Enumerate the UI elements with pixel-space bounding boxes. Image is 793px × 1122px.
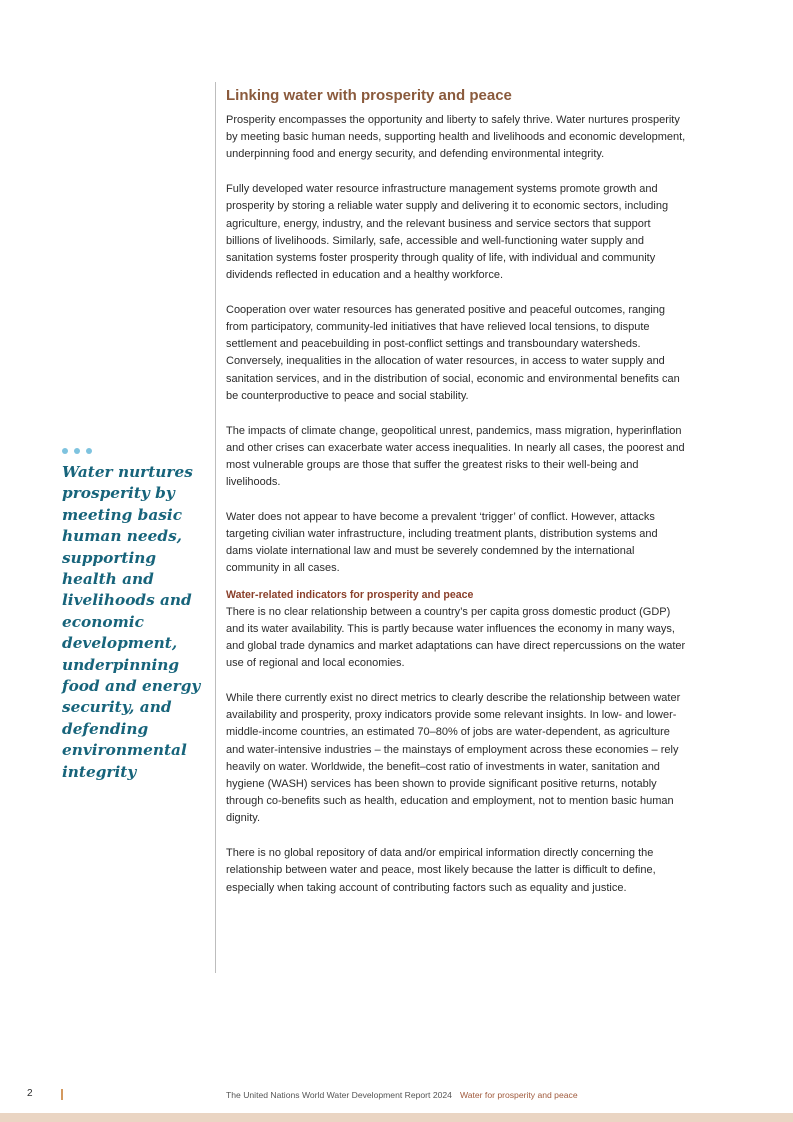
pull-quote: [62, 448, 204, 783]
bottom-band: [0, 1113, 793, 1122]
pull-quote-text: Water nurtures prosperity by meeting basic human needs, supporting health and livelihoods and economic development, underpinning food and energy security, and defending environmental integrity: [62, 463, 201, 781]
body-paragraph: There is no global repository of data and/or empirical information directly concerning the relationship between water and peace, most likely because the latter is difficult to define, especially when taking account of contributing factors such as equality and justice.: [226, 847, 656, 894]
dot-icon: [62, 448, 68, 454]
body-paragraph: Water does not appear to have become a prevalent ‘trigger’ of conflict. However, attacks targeting civilian water infrastructure, including treatment plants, distribution systems and dams violate international law and must be severely condemned by the international community in all cases.: [226, 510, 658, 575]
dot-icon: [74, 448, 80, 454]
body-paragraph: The impacts of climate change, geopolitical unrest, pandemics, mass migration, hyperinflation and other crises can exacerbate water access inequalities. In nearly all cases, the poorest and most vulnerable groups are those that suffer the greatest risks to their well-being and livelihoods.: [226, 424, 685, 489]
page-number: 2: [27, 1088, 33, 1099]
dot-icon: [86, 448, 92, 454]
body-paragraph: While there currently exist no direct metrics to clearly describe the relationship between water availability and prosperity, proxy indicators provide some relevant insights. In low- and lower-middle-income countries, an estimated 70–80% of jobs are water-dependent, as agriculture and water-intensive industries – the mainstays of employment across these economies – rely heavily on water. Worldwide, the benefit–cost ratio of investments in water, sanitation and hygiene (WASH) services has been shown to provide significant positive returns, notably through co-benefits such as health, education and employment, not to mention basic human dignity.: [226, 691, 681, 825]
main-column: [226, 86, 686, 914]
body-paragraph: There is no clear relationship between a country’s per capita gross domestic product (GDP) and its water availability. This is partly because water influences the economy in many ways, and global trade dynamics and market adaptations can have direct repercussions on the water use of regional and local economies.: [226, 605, 686, 670]
ellipsis-dots-icon: [62, 448, 204, 454]
body-paragraph: Prosperity encompasses the opportunity and liberty to safely thrive. Water nurtures prosperity by meeting basic human needs, supporting health and livelihoods and economic development, underpinning food and energy security, and defending environmental integrity.: [226, 114, 686, 161]
subheading: Water-related indicators for prosperity and peace: [226, 588, 474, 601]
section-title: Linking water with prosperity and peace: [226, 87, 512, 104]
body-paragraph: Fully developed water resource infrastructure management systems promote growth and prosperity by storing a reliable water supply and delivering it to economic sectors, including agriculture, energy, industry, and the relevant business and service sectors that support billions of livelihoods. Similarly, safe, accessible and well-functioning water supply and sanitation systems foster prosperity through quality of life, with individual and community dividends reflected in education and a healthy workforce.: [226, 183, 669, 282]
report-title: The United Nations World Water Development Report 2024: [226, 1090, 452, 1100]
column-divider: [215, 82, 216, 973]
footer-accent-bar: [61, 1089, 63, 1100]
body-paragraph: Cooperation over water resources has generated positive and peaceful outcomes, ranging from participatory, community-led initiatives that have relieved local tensions, to dispute settlement and peacebuilding in post-conflict settings and transboundary watersheds. Conversely, inequalities in the allocation of water resources, in access to water supply and sanitation services, and in the distribution of social, economic and environmental benefits can be counterproductive to peace and social stability.: [226, 303, 680, 402]
report-subtitle: Water for prosperity and peace: [459, 1090, 578, 1100]
footer: [226, 1090, 578, 1100]
